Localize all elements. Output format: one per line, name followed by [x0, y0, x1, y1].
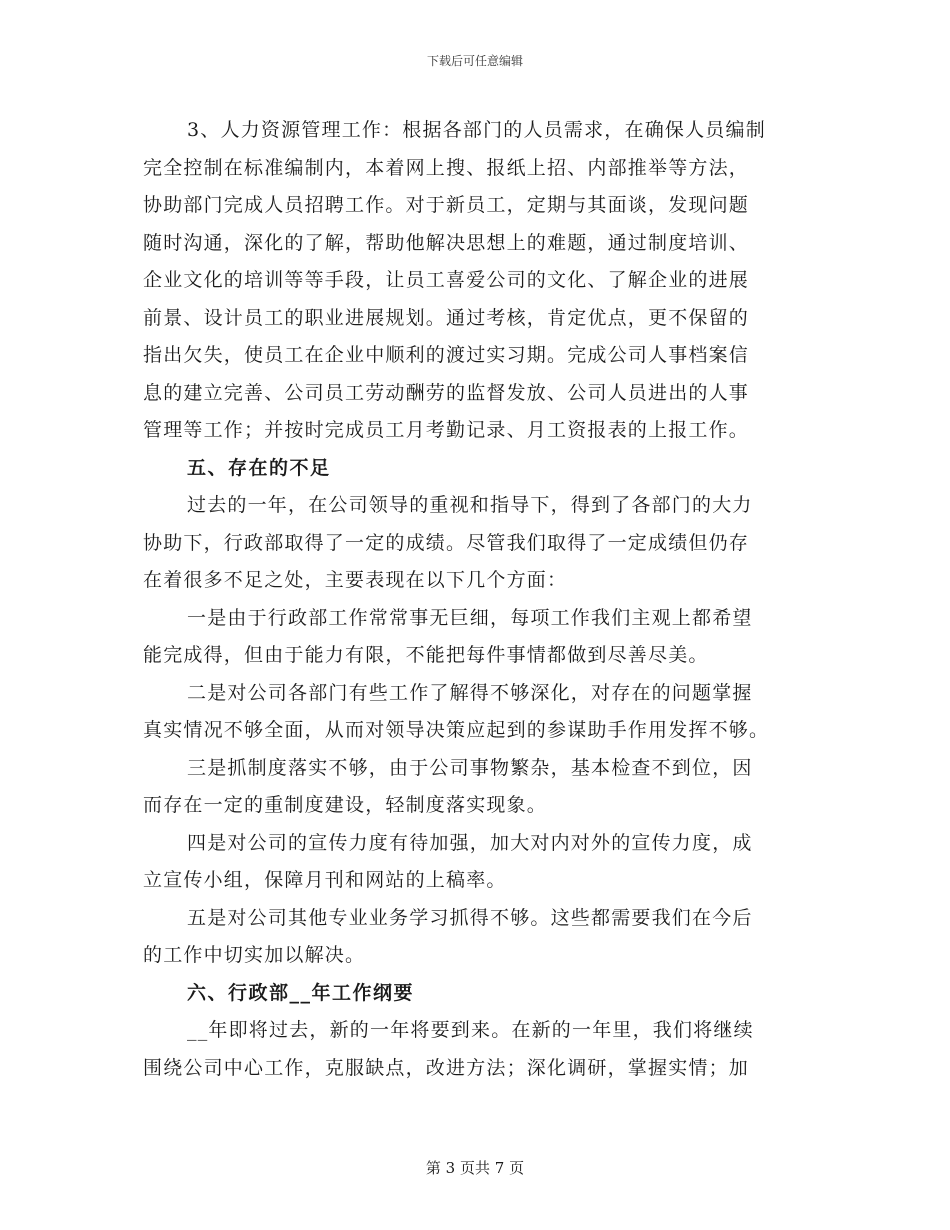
paragraph-line: 立宣传小组，保障月刊和网站的上稿率。	[143, 869, 507, 891]
paragraph-line: 3、人力资源管理工作：根据各部门的人员需求，在确保人员编制	[187, 119, 766, 141]
paragraph-line: 二是对公司各部门有些工作了解得不够深化，对存在的问题掌握	[187, 681, 753, 704]
paragraph-line: 五是对公司其他专业业务学习抓得不够。这些都需要我们在今后	[187, 906, 753, 929]
paragraph-line: 一是由于行政部工作常常事无巨细，每项工作我们主观上都希望	[187, 606, 753, 629]
paragraph-line: 息的建立完善、公司员工劳动酬劳的监督发放、公司人员进出的人事	[143, 381, 750, 404]
document-body	[143, 112, 803, 1087]
paragraph-line: 围绕公司中心工作，克服缺点，改进方法；深化调研，掌握实情；加	[143, 1056, 750, 1079]
paragraph-line: 四是对公司的宣传力度有待加强，加大对内对外的宣传力度，成	[187, 831, 753, 854]
paragraph-line: 企业文化的培训等等手段，让员工喜爱公司的文化、了解企业的进展	[143, 269, 750, 291]
paragraph-line: 而存在一定的重制度建设，轻制度落实现象。	[143, 794, 548, 816]
paragraph-line: 指出欠失，使员工在企业中顺利的渡过实习期。完成公司人事档案信	[143, 344, 750, 366]
page-header: 下载后可任意编辑	[426, 54, 523, 68]
paragraph-line: 协助部门完成人员招聘工作。对于新员工，定期与其面谈，发现问题	[143, 194, 750, 216]
paragraph-line: 完全控制在标准编制内，本着网上搜、报纸上招、内部推举等方法，	[143, 156, 750, 179]
paragraph-line: __年即将过去，新的一年将要到来。在新的一年里，我们将继续	[187, 1019, 754, 1041]
section-heading: 五、存在的不足	[187, 456, 331, 479]
paragraph-line: 随时沟通，深化的了解，帮助他解决思想上的难题，通过制度培训、	[143, 231, 750, 254]
paragraph-line: 协助下，行政部取得了一定的成绩。尽管我们取得了一定成绩但仍存	[143, 531, 750, 554]
paragraph-line: 三是抓制度落实不够，由于公司事物繁杂，基本检查不到位，因	[187, 756, 753, 779]
paragraph-line: 管理等工作；并按时完成员工月考勤记录、月工资报表的上报工作。	[143, 419, 750, 441]
page-footer: 第 3 页共 7 页	[425, 1159, 525, 1177]
paragraph-line: 的工作中切实加以解决。	[143, 944, 366, 966]
paragraph-line: 过去的一年，在公司领导的重视和指导下，得到了各部门的大力	[187, 494, 753, 516]
paragraph-line: 能完成得，但由于能力有限，不能把每件事情都做到尽善尽美。	[143, 644, 709, 666]
paragraph-line: 前景、设计员工的职业进展规划。通过考核，肯定优点，更不保留的	[143, 306, 750, 329]
paragraph-line: 在着很多不足之处，主要表现在以下几个方面：	[143, 569, 568, 591]
paragraph-line: 真实情况不够全面，从而对领导决策应起到的参谋助手作用发挥不够。	[143, 719, 770, 741]
section-heading: 六、行政部__年工作纲要	[187, 981, 415, 1004]
